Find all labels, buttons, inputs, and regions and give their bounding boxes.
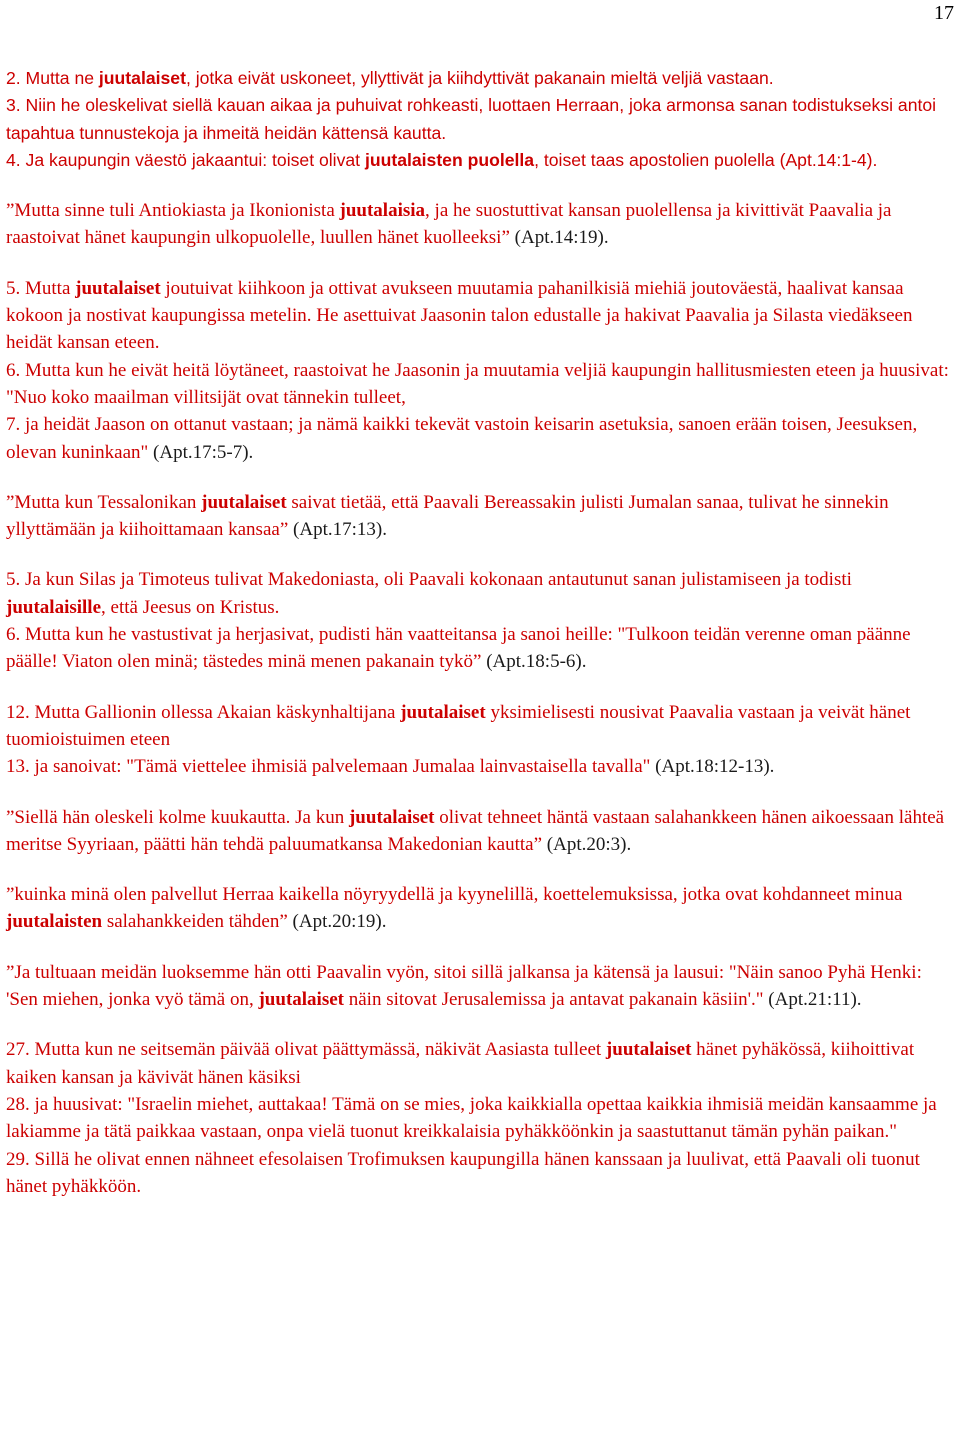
highlighted-term: juutalaiset: [258, 989, 344, 1011]
text-segment: (Apt.18:12-13).: [650, 756, 775, 778]
highlighted-term: juutalaiset: [98, 68, 186, 88]
verse-paragraph: [6, 147, 954, 174]
text-segment: 6. Mutta kun he vastustivat ja herjasivat, pudisti hän vaatteitansa ja sanoi heille: "Tulkoon teidän verenne oman päänne päälle! Viaton olen minä; tästedes minä menen pakanain tykö”: [6, 624, 911, 673]
verse-block: [6, 699, 954, 781]
text-segment: 3. Niin he oleskelivat siellä kauan aikaa ja puhuivat rohkeasti, luottaen Herraan, joka armonsa sanan todistukseksi antoi tapahtua tunnustekoja ja ihmeitä heidän kättensä kautta.: [6, 95, 937, 143]
verse-block: [6, 275, 954, 466]
highlighted-term: juutalaiset: [201, 491, 287, 513]
text-segment: (Apt.21:11).: [763, 989, 862, 1011]
text-segment: olivat tehneet häntä vastaan salahankkeen hänen aikoessaan lähteä meritse Syyriaan, päätti hän tehdä paluumatkansa Makedonian kautta”: [6, 806, 945, 855]
verse-paragraph: [6, 566, 954, 621]
verse-paragraph: [6, 804, 954, 859]
verse-paragraph: [6, 65, 954, 92]
verse-paragraph: [6, 357, 954, 412]
text-segment: ”kuinka minä olen palvellut Herraa kaikella nöyryydellä ja kyynelillä, koettelemuksissa, jotka ovat kohdanneet minua: [6, 884, 903, 906]
verse-block: [6, 197, 954, 252]
text-segment: (Apt.17:13).: [288, 519, 387, 541]
text-segment: 27. Mutta kun ne seitsemän päivää olivat päättymässä, näkivät Aasiasta tulleet: [6, 1039, 606, 1061]
text-segment: (Apt.20:3).: [542, 833, 632, 855]
text-segment: ”Siellä hän oleskeli kolme kuukautta. Ja kun: [6, 806, 349, 828]
highlighted-term: juutalaisille: [6, 596, 102, 618]
verse-paragraph: [6, 275, 954, 357]
highlighted-term: juutalaiset: [605, 1039, 692, 1061]
document-body: [6, 65, 954, 1200]
verse-paragraph: [6, 699, 954, 754]
verse-block: [6, 804, 954, 859]
text-segment: joutuivat kiihkoon ja ottivat avukseen muutamia pahanilkisiä miehiä joutoväestä, haalivat kansaa kokoon ja nostivat kaupungissa metelin. He asettuivat Jaasonin talon edustalle ja hakivat Paavalia ja Silasta viedäkseen heidät kansan eteen.: [6, 277, 913, 354]
text-segment: , toiset taas apostolien puolella (Apt.14:1-4).: [534, 149, 878, 170]
verse-block: [6, 566, 954, 675]
verse-block: [6, 959, 954, 1014]
verse-block: [6, 1036, 954, 1200]
text-segment: 12. Mutta Gallionin ollessa Akaian käskynhaltijana: [6, 701, 401, 723]
verse-block: [6, 881, 954, 936]
text-segment: ”Mutta kun Tessalonikan: [6, 491, 202, 513]
text-segment: 2. Mutta ne: [6, 68, 99, 88]
verse-paragraph: [6, 92, 954, 147]
highlighted-term: juutalaisten: [6, 911, 103, 933]
text-segment: näin sitovat Jerusalemissa ja antavat pakanain käsiin'.": [343, 989, 764, 1011]
text-segment: 5. Ja kun Silas ja Timoteus tulivat Makedoniasta, oli Paavali kokonaan antautunut sanan julistamiseen ja todisti: [6, 569, 852, 591]
text-segment: , että Jeesus on Kristus.: [101, 596, 280, 618]
highlighted-term: juutalaiset: [400, 701, 486, 723]
verse-paragraph: [6, 411, 954, 466]
text-segment: 6. Mutta kun he eivät heitä löytäneet, raastoivat he Jaasonin ja muutamia veljiä kaupungin hallitusmiesten eteen ja huusivat: "Nuo koko maailman villitsijät ovat tännekin tulleet,: [6, 359, 949, 408]
text-segment: yksimielisesti nousivat Paavalia vastaan ja veivät hänet tuomioistuimen eteen: [6, 701, 911, 750]
text-segment: (Apt.17:5-7).: [148, 441, 254, 463]
text-segment: (Apt.20:19).: [287, 911, 387, 933]
verse-paragraph: [6, 881, 954, 936]
text-segment: 7. ja heidät Jaason on ottanut vastaan; ja nämä kaikki tekevät vastoin keisarin asetuksia, sanoen erään toisen, Jeesuksen, olevan kuninkaan": [6, 414, 918, 463]
verse-paragraph: [6, 489, 954, 544]
text-segment: salahankkeiden tähden”: [102, 911, 288, 933]
verse-paragraph: [6, 1091, 954, 1146]
verse-paragraph: [6, 197, 954, 252]
verse-block: [6, 489, 954, 544]
text-segment: , jotka eivät uskoneet, yllyttivät ja kiihdyttivät pakanain mieltä veljiä vastaan.: [185, 68, 774, 88]
page-number: 17: [934, 2, 954, 24]
text-segment: hänet pyhäkössä, kiihoittivat kaiken kansan ja kävivät hänen käsiksi: [6, 1039, 915, 1088]
verse-block: [6, 65, 954, 174]
verse-paragraph: [6, 1146, 954, 1201]
highlighted-term: juutalaiset: [348, 806, 435, 828]
text-segment: , ja he suostuttivat kansan puolellensa ja kivittivät Paavalia ja raastoivat hänet kaupungin ulkopuolelle, luullen hänet kuolleeksi”: [6, 200, 892, 249]
text-segment: ”Ja tultuaan meidän luoksemme hän otti Paavalin vyön, sitoi sillä jalkansa ja kätensä ja lausui: "Näin sanoo Pyhä Henki: 'Sen miehen, jonka vyö tämä on,: [6, 961, 922, 1011]
text-segment: 13. ja sanoivat: "Tämä viettelee ihmisiä palvelemaan Jumalaa lainvastaisella tavalla": [6, 756, 651, 778]
verse-paragraph: [6, 959, 954, 1014]
text-segment: 28. ja huusivat: "Israelin miehet, auttakaa! Tämä on se mies, joka kaikkialla opettaa kaikkia ihmisiä meidän kansaamme ja lakiamme ja tätä paikkaa vastaan, onpa vielä tuonut kreikkalaisia pyhäkköönkin ja saastuttanut tämän pyhän paikan.": [6, 1093, 937, 1143]
verse-paragraph: [6, 621, 954, 676]
highlighted-term: juutalaiset: [75, 277, 161, 299]
text-segment: 4. Ja kaupungin väestö jakaantui: toiset olivat: [6, 149, 365, 170]
highlighted-term: juutalaisten puolella: [364, 149, 535, 170]
verse-paragraph: [6, 753, 954, 780]
text-segment: (Apt.18:5-6).: [481, 651, 587, 673]
verse-paragraph: [6, 1036, 954, 1091]
text-segment: saivat tietää, että Paavali Bereassakin julisti Jumalan sanaa, tulivat he sinnekin yllyttämään ja kiihoittamaan kansaa”: [6, 491, 889, 541]
text-segment: ”Mutta sinne tuli Antiokiasta ja Ikonionista: [6, 200, 340, 222]
text-segment: (Apt.14:19).: [509, 227, 609, 249]
highlighted-term: juutalaisia: [339, 200, 426, 222]
text-segment: 29. Sillä he olivat ennen nähneet efesolaisen Trofimuksen kaupungilla hänen kanssaan ja luulivat, että Paavali oli tuonut hänet pyhäkköön.: [6, 1148, 920, 1197]
text-segment: 5. Mutta: [6, 277, 76, 299]
